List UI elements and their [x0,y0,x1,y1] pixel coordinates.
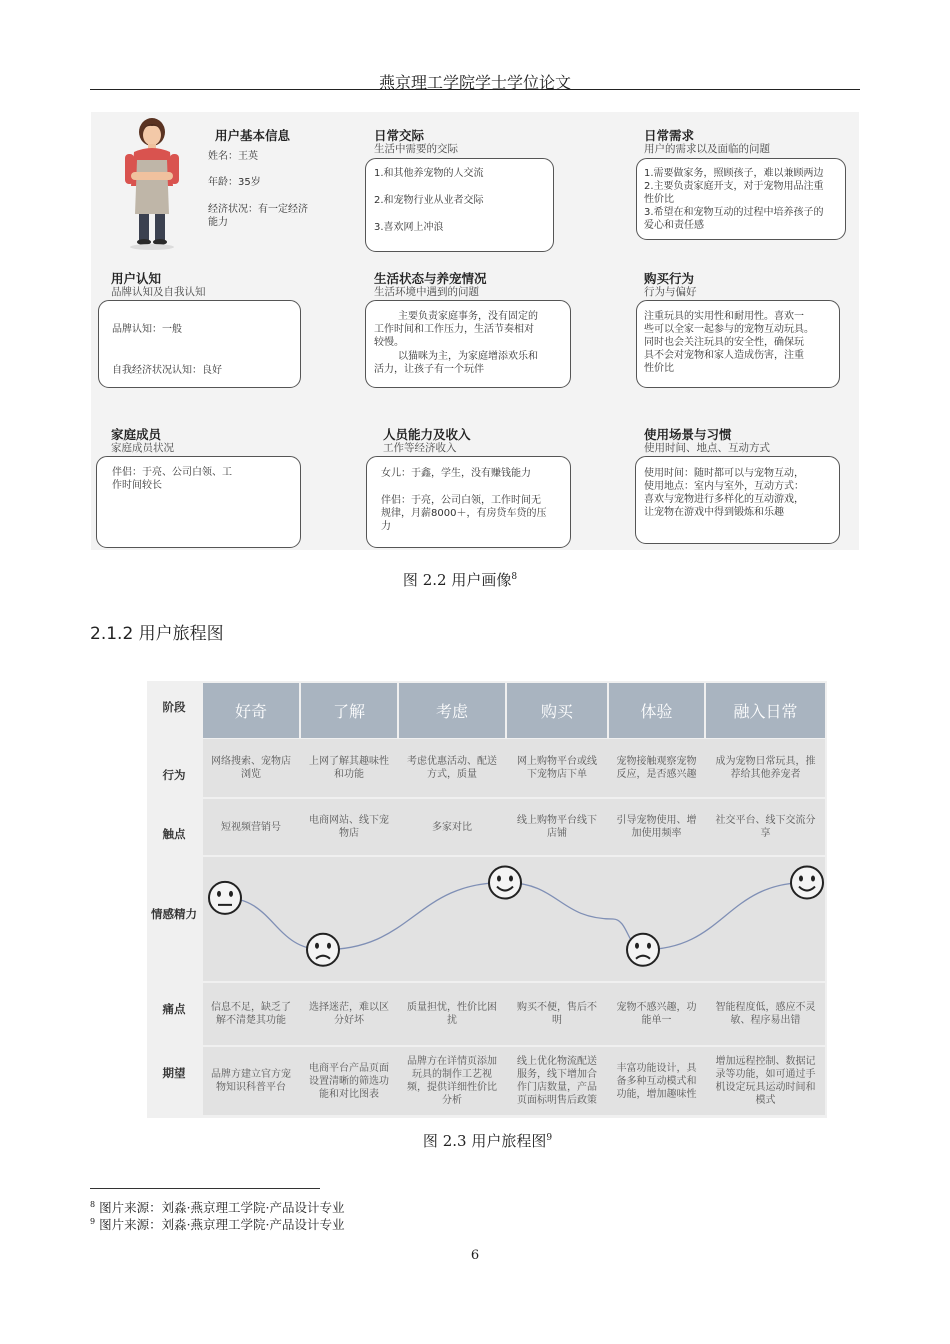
footnote-ref: 8 [511,572,518,582]
ability-income-line: 力 [381,521,391,532]
caption-text: 图 2.2 用户画像 [402,571,512,589]
life-status-subtitle: 生活环境中遇到的问题 [374,286,479,298]
expectation-cell: 丰富功能设计，具备多种互动模式和功能，增加趣味性 [616,1062,697,1100]
daily-needs-line: 爱心和责任感 [644,220,704,231]
daily-social-item: 3.喜欢网上冲浪 [374,222,444,233]
ability-income-line: 女儿：于鑫，学生，没有赚钱能力 [381,468,531,479]
figure-caption-2-3 [0,1130,950,1151]
expectation-cell: 品牌方建立官方宠物知识科普平台 [211,1069,291,1093]
daily-needs-box [636,158,846,240]
footnote-mark: 8 [90,1199,96,1209]
touchpoint-cell: 社交平台、线下交流分享 [715,815,816,839]
worried-face-icon [627,934,659,966]
usage-line: 使用时间：随时都可以与宠物互动， [644,468,804,479]
expectation-row [203,1047,825,1115]
purchase-line: 些可以全家一起参与的宠物互动玩具。 [644,324,814,335]
purchase-box [636,300,840,388]
touchpoint-cell: 电商网站、线下宠物店 [309,815,389,839]
family-line: 伴侣：于亮、公司白领、工 [112,467,232,478]
figure-caption-2-2 [0,569,920,590]
daily-social-subtitle: 生活中需要的交际 [374,143,458,155]
footnote-ref: 9 [546,1133,553,1143]
touchpoint-cell: 短视频营销号 [221,821,281,833]
life-status-line: 活力，让孩子有一个玩伴 [374,364,484,375]
smile-face-icon [489,867,521,899]
behavior-cell: 网上购物平台或线下宠物店下单 [517,756,597,780]
life-status-line: 工作时间和工作压力，生活节奏相对 [374,324,534,335]
row-label-behavior: 行为 [162,768,186,782]
user-journey-map [147,681,827,1118]
pain-cell: 购买不便，售后不明 [517,1002,597,1026]
life-status-title: 生活状态与养宠情况 [374,271,487,286]
stage-header: 融入日常 [706,683,825,738]
persona-age: 年龄：35岁 [208,177,261,188]
stage-header: 购买 [507,683,607,738]
daily-social-box [365,158,554,252]
purchase-line: 注重玩具的实用性和耐用性。喜欢一 [644,311,804,322]
behavior-cell: 成为宠物日常玩具，推荐给其他养宠者 [715,756,816,780]
family-box [96,456,301,548]
running-header: 燕京理工学院学士学位论文 [378,73,571,92]
brand-cognition: 品牌认知：一般 [112,324,182,335]
row-label-emotion: 情感精力 [151,907,197,921]
ability-income-box [366,456,571,548]
ability-income-title: 人员能力及收入 [383,427,471,442]
stage-header: 好奇 [203,683,299,738]
expectation-cell: 线上优化物流配送服务，线下增加合作门店数量，产品页面标明售后政策 [517,1056,597,1106]
behavior-row [203,739,825,797]
daily-needs-line: 3.希望在和宠物互动的过程中培养孩子的 [644,207,824,218]
purchase-subtitle: 行为与偏好 [644,286,697,298]
life-status-line: 主要负责家庭事务，没有固定的 [398,311,538,322]
life-status-line: 以猫咪为主，为家庭增添欢乐和 [398,351,538,362]
self-cognition: 自我经济状况认知：良好 [112,365,222,376]
row-label-touchpoint: 触点 [162,827,186,841]
usage-subtitle: 使用时间、地点、互动方式 [644,442,770,454]
usage-line: 使用地点：室内与室外，互动方式： [644,481,804,492]
daily-social-title: 日常交际 [374,128,425,143]
user-persona-figure [91,112,859,550]
family-subtitle: 家庭成员状况 [111,442,174,454]
footnote-8 [90,1198,345,1216]
touchpoint-cell: 引导宠物使用、增加使用频率 [616,815,697,839]
behavior-cell: 宠物接触观察宠物反应，是否感兴趣 [616,756,697,780]
smile-face-icon [791,867,823,899]
worried-face-icon [307,934,339,966]
pain-cell: 宠物不感兴趣，功能单一 [616,1002,697,1026]
pain-cell: 信息不足，缺乏了解不清楚其功能 [211,1002,291,1026]
ability-income-subtitle: 工作等经济收入 [383,442,457,454]
usage-line: 让宠物在游戏中得到锻炼和乐趣 [644,507,784,518]
daily-needs-subtitle: 用户的需求以及面临的问题 [644,143,770,155]
purchase-title: 购买行为 [644,271,695,286]
page-number: 6 [470,1248,480,1263]
touchpoint-cell: 多家对比 [432,821,472,833]
ability-income-line: 规律，月薪8000＋，有房贷车贷的压 [381,508,547,519]
basic-info-title: 用户基本信息 [215,128,291,143]
persona-name: 姓名：王英 [208,151,258,162]
life-status-line: 较慢。 [374,337,404,348]
footnote-mark: 9 [90,1216,96,1226]
life-status-box [365,300,571,388]
pain-cell: 选择迷茫，难以区分好坏 [309,1002,389,1026]
ability-income-line: 伴侣：于亮，公司白领，工作时间无 [381,495,541,506]
usage-title: 使用场景与习惯 [644,427,732,442]
purchase-line: 具不会对宠物和家人造成伤害，注重 [644,350,804,361]
touchpoint-row [203,799,825,855]
stage-header: 了解 [301,683,397,738]
row-label-expectation: 期望 [162,1066,186,1080]
behavior-cell: 考虑优惠活动、配送方式，质量 [407,756,497,780]
daily-needs-title: 日常需求 [644,128,695,143]
footnote-text: 图片来源：刘淼·燕京理工学院·产品设计专业 [99,1217,345,1232]
user-cognition-subtitle: 品牌认知及自我认知 [111,286,206,298]
footnote-rule [90,1188,320,1189]
footnote-text: 图片来源：刘淼·燕京理工学院·产品设计专业 [99,1200,345,1215]
expectation-cell: 品牌方在详情页添加玩具的制作工艺视频，提供详细性价比分析 [407,1056,497,1106]
daily-needs-line: 2.主要负责家庭开支，对于宠物用品注重 [644,181,824,192]
persona-woman-illustration [117,116,187,250]
pain-row [203,983,825,1045]
emotion-row [203,857,825,981]
user-cognition-box [98,300,301,388]
family-title: 家庭成员 [111,427,162,442]
daily-social-item: 1.和其他养宠物的人交流 [374,168,484,179]
daily-needs-line: 1.需要做家务，照顾孩子，难以兼顾两边 [644,168,824,179]
user-cognition-title: 用户认知 [111,271,162,286]
row-label-pain: 痛点 [162,1002,186,1016]
expectation-cell: 电商平台产品页面设置清晰的筛选功能和对比图表 [309,1062,389,1100]
behavior-cell: 网络搜索、宠物店浏览 [211,756,291,780]
pain-cell: 质量担忧，性价比困扰 [407,1002,497,1026]
caption-text: 图 2.3 用户旅程图 [422,1132,547,1150]
emotion-curve-chart [203,857,825,981]
stage-header: 考虑 [399,683,505,738]
persona-economy-line1: 经济状况：有一定经济 [208,204,308,215]
header-rule [90,89,860,90]
behavior-cell: 上网了解其趣味性和功能 [309,756,389,780]
family-line: 作时间较长 [112,480,162,491]
expectation-cell: 增加远程控制、数据记录等功能，如可通过手机设定玩具运动时间和模式 [715,1056,816,1106]
purchase-line: 同时也会关注玩具的安全性，确保玩 [644,337,804,348]
persona-economy-line2: 能力 [208,217,228,228]
daily-social-item: 2.和宠物行业从业者交际 [374,195,484,206]
stage-header: 体验 [609,683,704,738]
neutral-face-icon [209,882,241,914]
footnote-9 [90,1215,345,1233]
pain-cell: 智能程度低，感应不灵敏、程序易出错 [715,1002,816,1026]
emotion-faces [209,867,823,966]
usage-box [635,456,840,544]
daily-needs-line: 性价比 [644,194,674,205]
usage-line: 喜欢与宠物进行多样化的互动游戏， [644,494,804,505]
section-heading: 2.1.2 用户旅程图 [90,624,224,644]
purchase-line: 性价比 [644,363,674,374]
row-label-stage: 阶段 [162,700,186,714]
touchpoint-cell: 线上购物平台线下店铺 [517,815,597,839]
